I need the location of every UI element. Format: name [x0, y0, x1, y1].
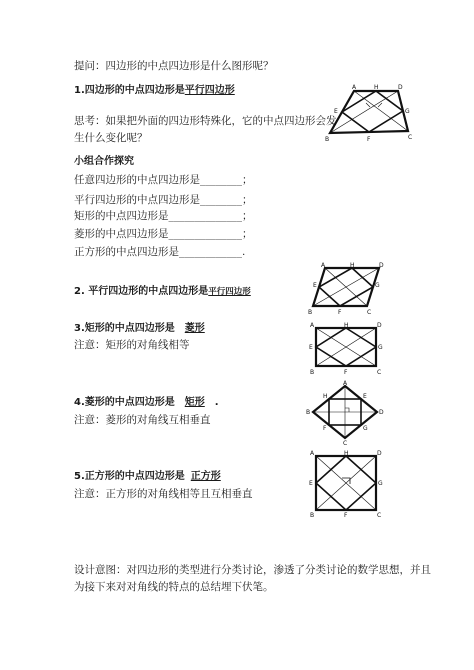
answer-blank: ________ — [200, 194, 242, 206]
vertex-label: F — [344, 369, 348, 376]
section-2-answer: 平行四边形 — [208, 287, 251, 297]
vertex-label: A — [343, 380, 348, 387]
section-5-prefix: 5.正方形的中点四边形是 — [74, 471, 185, 482]
vertex-label: E — [313, 282, 317, 289]
group-title: 小组合作探究 — [74, 156, 134, 167]
vertex-label: E — [309, 344, 313, 351]
section-3-answer: 菱形 — [184, 323, 205, 334]
vertex-label: G — [378, 344, 383, 351]
answer-blank: ________ — [200, 174, 242, 186]
vertex-label: C — [408, 134, 413, 141]
vertex-label: B — [310, 512, 315, 518]
vertex-label: E — [309, 480, 313, 487]
vertex-label: B — [308, 309, 313, 316]
row-end: . — [242, 246, 246, 258]
section-5-note: 注意：正方形的对角线相等且互相垂直 — [74, 488, 253, 500]
row-end: ； — [242, 210, 253, 222]
section-4-note: 注意：菱形的对角线互相垂直 — [74, 414, 211, 426]
vertex-label: A — [352, 84, 357, 91]
group-row-3 — [74, 210, 253, 223]
vertex-label: G — [375, 282, 380, 289]
section-1-heading — [74, 84, 235, 97]
row-end: ； — [242, 194, 253, 206]
vertex-label: G — [405, 108, 410, 115]
vertex-label: H — [344, 322, 349, 329]
figure-rectangle — [306, 320, 384, 376]
group-row-label: 菱形的中点四边形是 — [74, 228, 169, 240]
vertex-label: C — [343, 440, 348, 446]
group-row-2 — [74, 194, 253, 207]
vertex-label: F — [338, 309, 342, 316]
vertex-label: H — [374, 84, 379, 91]
group-row-5 — [74, 246, 245, 259]
vertex-label: D — [379, 262, 384, 269]
figure-quadrilateral — [322, 83, 414, 147]
vertex-label: D — [377, 450, 382, 457]
vertex-label: D — [377, 322, 382, 329]
figure-rhombus — [305, 380, 385, 446]
row-end: ； — [242, 174, 253, 186]
vertex-label: A — [310, 322, 315, 329]
think-line-1: 思考：如果把外面的四边形特殊化，它的中点四边形会发 — [74, 115, 337, 127]
group-row-1 — [74, 174, 253, 187]
section-4-answer: 矩形 — [184, 397, 205, 408]
group-row-label: 平行四边形的中点四边形是 — [74, 194, 200, 206]
section-1-answer: 平行四边形 — [184, 85, 235, 96]
vertex-label: F — [367, 136, 371, 143]
vertex-label: G — [378, 480, 383, 487]
section-4-end: . — [214, 397, 219, 408]
vertex-label: G — [363, 425, 368, 432]
vertex-label: D — [379, 409, 384, 416]
section-1-prefix: 1.四边形的中点四边形是 — [74, 85, 185, 96]
vertex-label: D — [398, 84, 403, 91]
section-4-heading — [74, 396, 219, 409]
group-row-4 — [74, 228, 253, 241]
group-row-label: 矩形的中点四边形是 — [74, 210, 169, 222]
answer-blank: ______________ — [168, 210, 242, 222]
answer-blank: ____________ — [179, 246, 242, 258]
vertex-label: E — [334, 108, 338, 115]
section-5-answer: 正方形 — [190, 471, 221, 482]
vertex-label: F — [323, 425, 327, 432]
vertex-label: B — [306, 409, 311, 416]
vertex-label: A — [310, 450, 315, 457]
section-2-heading — [74, 285, 251, 299]
vertex-label: C — [377, 512, 382, 518]
section-5-heading — [74, 470, 221, 483]
think-line-2: 生什么变化呢？ — [74, 132, 148, 144]
design-line-2: 为接下来对对角线的特点的总结埋下伏笔。 — [74, 581, 274, 593]
vertex-label: E — [363, 393, 367, 400]
answer-blank: ______________ — [168, 228, 242, 240]
vertex-label: F — [344, 512, 348, 518]
vertex-label: H — [344, 450, 349, 457]
section-3-prefix: 3.矩形的中点四边形是 — [74, 323, 175, 334]
vertex-label: H — [350, 262, 355, 269]
vertex-label: C — [367, 309, 372, 316]
group-row-label: 任意四边形的中点四边形是 — [74, 174, 200, 186]
section-3-note: 注意：矩形的对角线相等 — [74, 339, 190, 351]
vertex-label: H — [323, 393, 328, 400]
vertex-label: B — [310, 369, 315, 376]
section-3-heading — [74, 322, 209, 335]
design-line-1: 设计意图：对四边形的类型进行分类讨论，渗透了分类讨论的数学思想，并且 — [74, 564, 431, 576]
vertex-label: C — [377, 369, 382, 376]
vertex-label: A — [321, 262, 326, 269]
section-2-prefix: 2. 平行四边形的中点四边形是 — [74, 286, 209, 297]
row-end: ； — [242, 228, 253, 240]
vertex-label: B — [325, 136, 330, 143]
section-4-prefix: 4.菱形的中点四边形是 — [74, 397, 175, 408]
intro-question: 提问：四边形的中点四边形是什么图形呢？ — [74, 60, 274, 72]
group-row-label: 正方形的中点四边形是 — [74, 246, 179, 258]
figure-parallelogram — [305, 260, 385, 316]
figure-square — [306, 448, 386, 518]
